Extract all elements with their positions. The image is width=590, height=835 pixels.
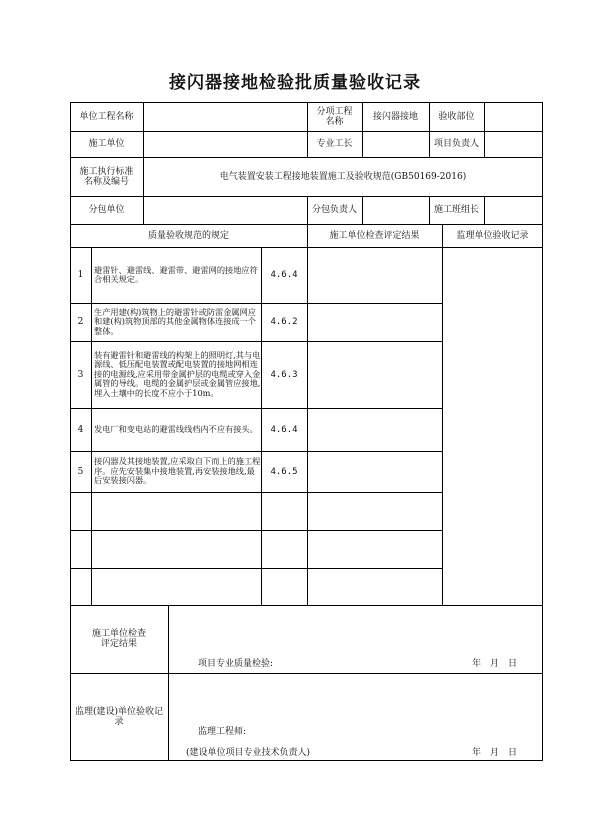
unit-project-value[interactable] bbox=[143, 102, 307, 131]
construction-unit-value[interactable] bbox=[143, 131, 307, 157]
sub-project-value[interactable]: 接闪器接地 bbox=[372, 111, 418, 122]
construction-eval-date: 年 月 日 bbox=[472, 659, 518, 669]
item-clause: 4.6.5 bbox=[270, 466, 298, 477]
project-manager-label: 项目负责人 bbox=[433, 139, 479, 149]
acceptance-part-label: 验收部位 bbox=[438, 111, 475, 122]
team-leader-value[interactable] bbox=[484, 196, 543, 224]
construction-unit-label: 施工单位 bbox=[88, 139, 125, 149]
item-clause: 4.6.3 bbox=[270, 369, 298, 380]
quality-inspector-label: 项目专业质量检验: bbox=[198, 659, 274, 669]
item-number: 3 bbox=[77, 369, 84, 380]
supervision-eval-date: 年 月 日 bbox=[472, 748, 518, 758]
supervising-engineer-label: 监理工程师: bbox=[198, 727, 247, 737]
sub-project-label: 分项工程 名称 bbox=[316, 106, 353, 127]
spec-column-header: 质量验收规范的规定 bbox=[147, 230, 229, 241]
grid-line bbox=[168, 605, 169, 761]
grid-line bbox=[70, 530, 442, 531]
subcontractor-label: 分包单位 bbox=[88, 205, 125, 215]
item-text: 生产用建(构)筑物上的避雷针或防雷金属网应和建(构)筑物顶部的其他金属物体连接成一个整体。 bbox=[94, 306, 256, 336]
subcontractor-manager-value[interactable] bbox=[362, 196, 429, 224]
item-number: 4 bbox=[77, 424, 84, 435]
subcontractor-manager-label: 分包负责人 bbox=[311, 205, 357, 215]
item-number: 5 bbox=[77, 466, 84, 477]
tech-lead-label: (建设单位项目专业技术负责人) bbox=[186, 748, 311, 758]
standard-label: 施工执行标准 名称及编号 bbox=[79, 166, 134, 187]
item-number: 2 bbox=[77, 317, 84, 327]
grid-line bbox=[70, 568, 442, 569]
foreman-label: 专业工长 bbox=[316, 139, 353, 149]
foreman-value[interactable] bbox=[362, 131, 429, 157]
item-clause: 4.6.2 bbox=[270, 317, 298, 327]
supervision-eval-label: 监理(建设)单位验收记 录 bbox=[74, 707, 164, 727]
item-text: 发电厂和变电站的避雷线线档内不应有接头。 bbox=[94, 423, 258, 434]
project-manager-value[interactable] bbox=[484, 131, 543, 157]
item-text: 装有避雷针和避雷线的构架上的照明灯,其与电源线、低压配电装置或配电装置的接地网相连接的电源线,应采用带金属护层的电缆或穿入金属管的导线。电缆的金属护层或金属管应接地,埋入土壤中的长度不应小于10m。 bbox=[94, 349, 261, 398]
item-clause: 4.6.4 bbox=[270, 270, 298, 280]
item-number: 1 bbox=[77, 270, 84, 280]
item-clause: 4.6.4 bbox=[270, 424, 298, 435]
grid-line bbox=[442, 224, 443, 605]
grid-line bbox=[307, 196, 308, 605]
team-leader-label: 施工班组长 bbox=[433, 205, 479, 215]
unit-project-label: 单位工程名称 bbox=[79, 111, 134, 122]
construction-eval-label: 施工单位检查 评定结果 bbox=[91, 629, 146, 649]
standard-value: 电气装置安装工程接地装置施工及验收规范(GB50169-2016) bbox=[219, 171, 467, 182]
subcontractor-value[interactable] bbox=[143, 196, 307, 224]
supervision-column-header: 监理单位验收记录 bbox=[456, 230, 529, 241]
check-column-header: 施工单位检查评定结果 bbox=[329, 230, 420, 241]
page-title: 接闪器接地检验批质量验收记录 bbox=[169, 73, 421, 93]
item-text: 接闪器及其接地装置,应采取自下而上的施工程序。应先安装集中接地装置,再安装接地线,最后安装接闪器。 bbox=[94, 456, 261, 486]
acceptance-part-value[interactable] bbox=[484, 102, 543, 131]
grid-line bbox=[70, 492, 442, 493]
item-text: 避雷针、避雷线、避雷带、避雷网的接地应符合相关规定。 bbox=[94, 264, 258, 284]
